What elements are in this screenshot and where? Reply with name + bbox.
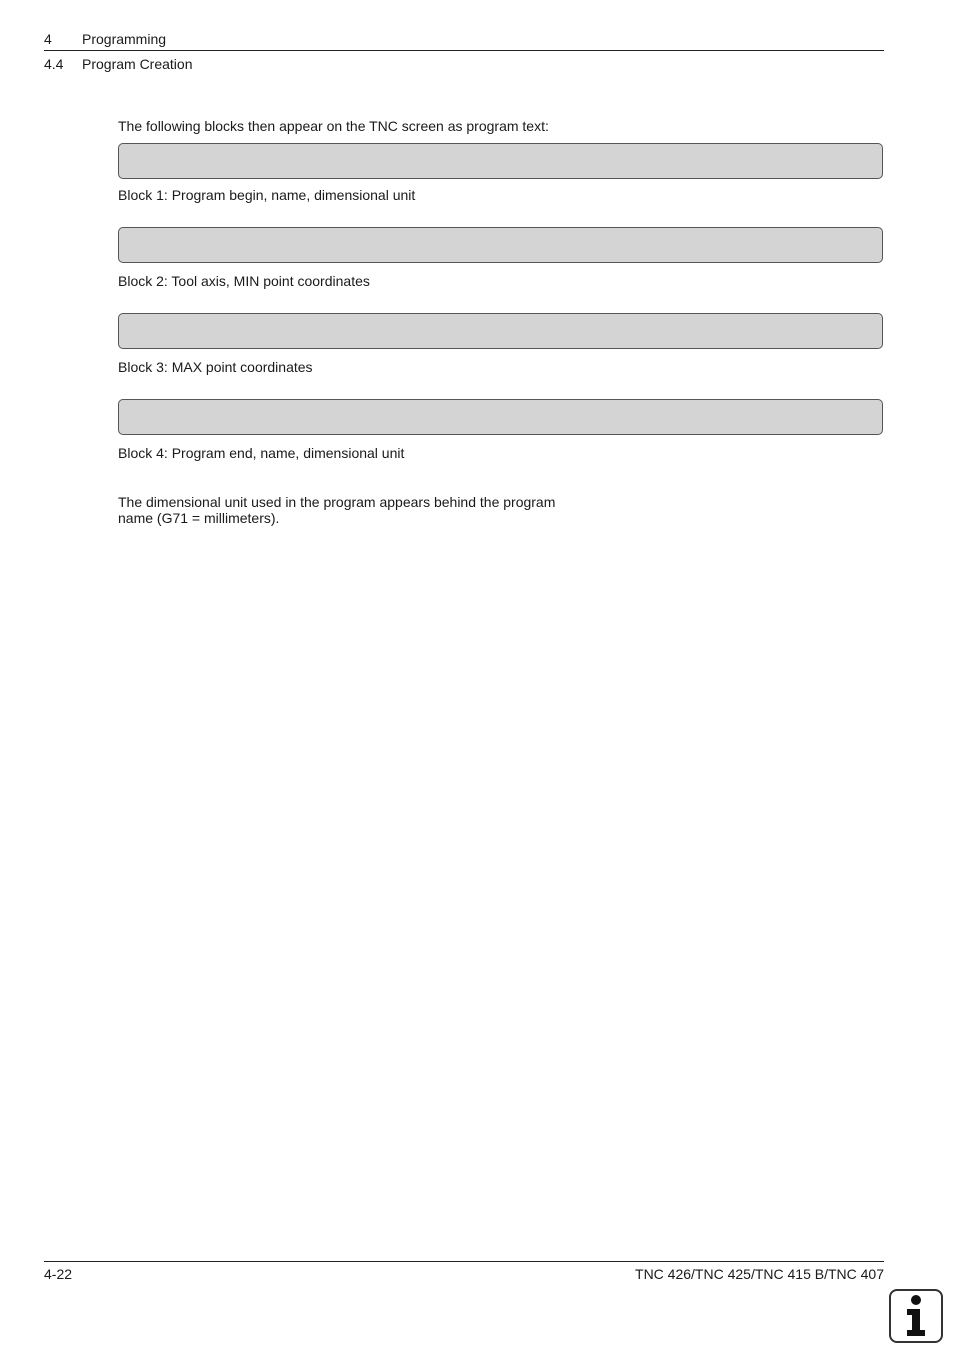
section-number: 4.4: [44, 56, 64, 72]
chapter-heading: [44, 31, 166, 47]
block-2-caption: Block 2: Tool axis, MIN point coordinates: [118, 273, 370, 289]
info-icon-glyph: [898, 1294, 934, 1338]
program-block-3-box: [118, 313, 883, 349]
page-number: 4-22: [44, 1266, 73, 1282]
footer-divider: [44, 1261, 884, 1262]
block-4-caption: Block 4: Program end, name, dimensional unit: [118, 445, 405, 461]
header-divider: [44, 50, 884, 51]
info-icon: [889, 1289, 943, 1343]
section-heading: [44, 56, 193, 72]
chapter-number: 4: [44, 31, 52, 47]
section-title: Program Creation: [82, 56, 193, 72]
dimensional-unit-note: The dimensional unit used in the program appears behind the program name (G71 = millimeters).: [118, 494, 556, 526]
intro-paragraph: The following blocks then appear on the TNC screen as program text:: [118, 118, 549, 134]
product-name: TNC 426/TNC 425/TNC 415 B/TNC 407: [635, 1266, 884, 1282]
program-block-2-box: [118, 227, 883, 263]
program-block-4-box: [118, 399, 883, 435]
chapter-title: Programming: [82, 31, 167, 47]
block-3-caption: Block 3: MAX point coordinates: [118, 359, 313, 375]
block-1-caption: Block 1: Program begin, name, dimensional unit: [118, 187, 416, 203]
program-block-1-box: [118, 143, 883, 179]
